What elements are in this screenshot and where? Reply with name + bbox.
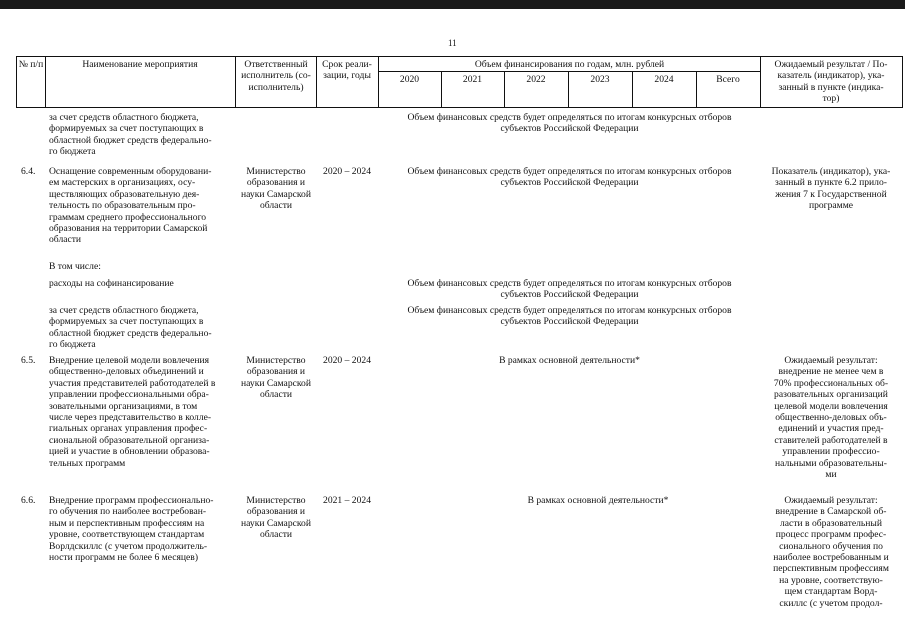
row-6-5-result: Ожидаемый результат: внедрение не менее чем в 70% профессиональных об- разовательных организаций целевой модели вовлечения общественно-деловых объ- единений и участия пред- ставителей работодателей в управлении профессио- нальными образовательны- ми: [773, 355, 889, 481]
including-label: В том числе:: [49, 261, 101, 272]
row-6-4-financing: Объем финансовых средств будет определяться по итогам конкурсных отборов субъектов Российской Федерации: [407, 166, 732, 189]
row-6-6-financing: В рамках основной деятельности*: [527, 495, 669, 506]
row-6-4-result: Показатель (индикатор), ука- занный в пункте 6.2 прило- жения 7 к Государственной программе: [771, 166, 891, 212]
row-funding-source-financing-2: Объем финансовых средств будет определяться по итогам конкурсных отборов субъектов Российской Федерации: [407, 305, 732, 328]
header-result: Ожидаемый результат / По- казатель (индикатор), ука- занный в пункте (индика- тор): [774, 59, 888, 105]
header-year-2022: 2022: [526, 74, 546, 85]
row-6-4-executor: Министерство образования и науки Самарской области: [241, 166, 311, 212]
header-year-2024: 2024: [654, 74, 674, 85]
row-6-6-number: 6.6.: [21, 495, 36, 506]
col-border: [902, 56, 903, 108]
header-num: № п/п: [18, 59, 44, 70]
row-6-4-name: Оснащение современным оборудовани- ем мастерских в организациях, осу- ществляющих образовательную дея- тельность по образовательным про- граммам среднего профессионального образования на территории Самарской области: [49, 166, 212, 246]
row-funding-source-financing: Объем финансовых средств будет определяться по итогам конкурсных отборов субъектов Российской Федерации: [407, 112, 732, 135]
row-6-4-term: 2020 – 2024: [323, 166, 371, 177]
header-year-2020: 2020: [399, 74, 420, 85]
row-6-6-executor: Министерство образования и науки Самарской области: [241, 495, 311, 541]
cofinancing-financing: Объем финансовых средств будет определяться по итогам конкурсных отборов субъектов Российской Федерации: [407, 278, 732, 301]
row-6-5-name: Внедрение целевой модели вовлечения общественно-деловых объединений и участия представителей работодателей в управлении профессиональными обра- зовательными организациями, в том числе через представительство в колле- гиальных органах управления профес- сиональной образовательной организа- цией и участие в обновлении образова- тельных программ: [49, 355, 216, 469]
page-number: 11: [448, 38, 457, 48]
header-financing: Объем финансирования по годам, млн. рублей: [474, 59, 665, 70]
scan-top-border: [0, 0, 905, 9]
header-total: Всего: [716, 74, 740, 85]
row-6-6-name: Внедрение программ профессионально- го обучения по наиболее востребован- ным и перспективным профессиям на уровне, соответствующем стандартам Ворлдскиллс (с учетом продолжитель- ности программ не более 6 месяцев): [49, 495, 214, 564]
row-6-5-executor: Министерство образования и науки Самарской области: [241, 355, 311, 401]
row-funding-source-name: за счет средств областного бюджета, формируемых за счет поступающих в областной бюджет средств федерально- го бюджета: [49, 112, 212, 158]
row-funding-source-name-2: за счет средств областного бюджета, формируемых за счет поступающих в областной бюджет средств федерально- го бюджета: [49, 305, 212, 351]
row-6-6-result: Ожидаемый результат: внедрение в Самарской об- ласти в образовательный процесс программ профес- сионального обучения по наиболее востребованным и перспективным профессиям на уровне, соответствую- щем стандартам Ворд- скиллс (с учетом продол-: [773, 495, 889, 609]
header-year-2023: 2023: [590, 74, 610, 85]
header-name: Наименование мероприятия: [82, 59, 198, 70]
cofinancing-label: расходы на софинансирование: [49, 278, 174, 289]
header-bottom-line: [16, 107, 903, 108]
row-6-6-term: 2021 – 2024: [323, 495, 371, 506]
table-top-line: [16, 56, 903, 57]
header-executor: Ответственный исполнитель (со- исполнитель): [241, 59, 311, 93]
header-term: Срок реали- зации, годы: [322, 59, 372, 82]
years-divider-line: [378, 71, 761, 72]
row-6-5-term: 2020 – 2024: [323, 355, 371, 366]
row-6-4-number: 6.4.: [21, 166, 36, 177]
header-year-2021: 2021: [462, 74, 483, 85]
row-6-5-financing: В рамках основной деятельности*: [499, 355, 640, 366]
row-6-5-number: 6.5.: [21, 355, 36, 366]
